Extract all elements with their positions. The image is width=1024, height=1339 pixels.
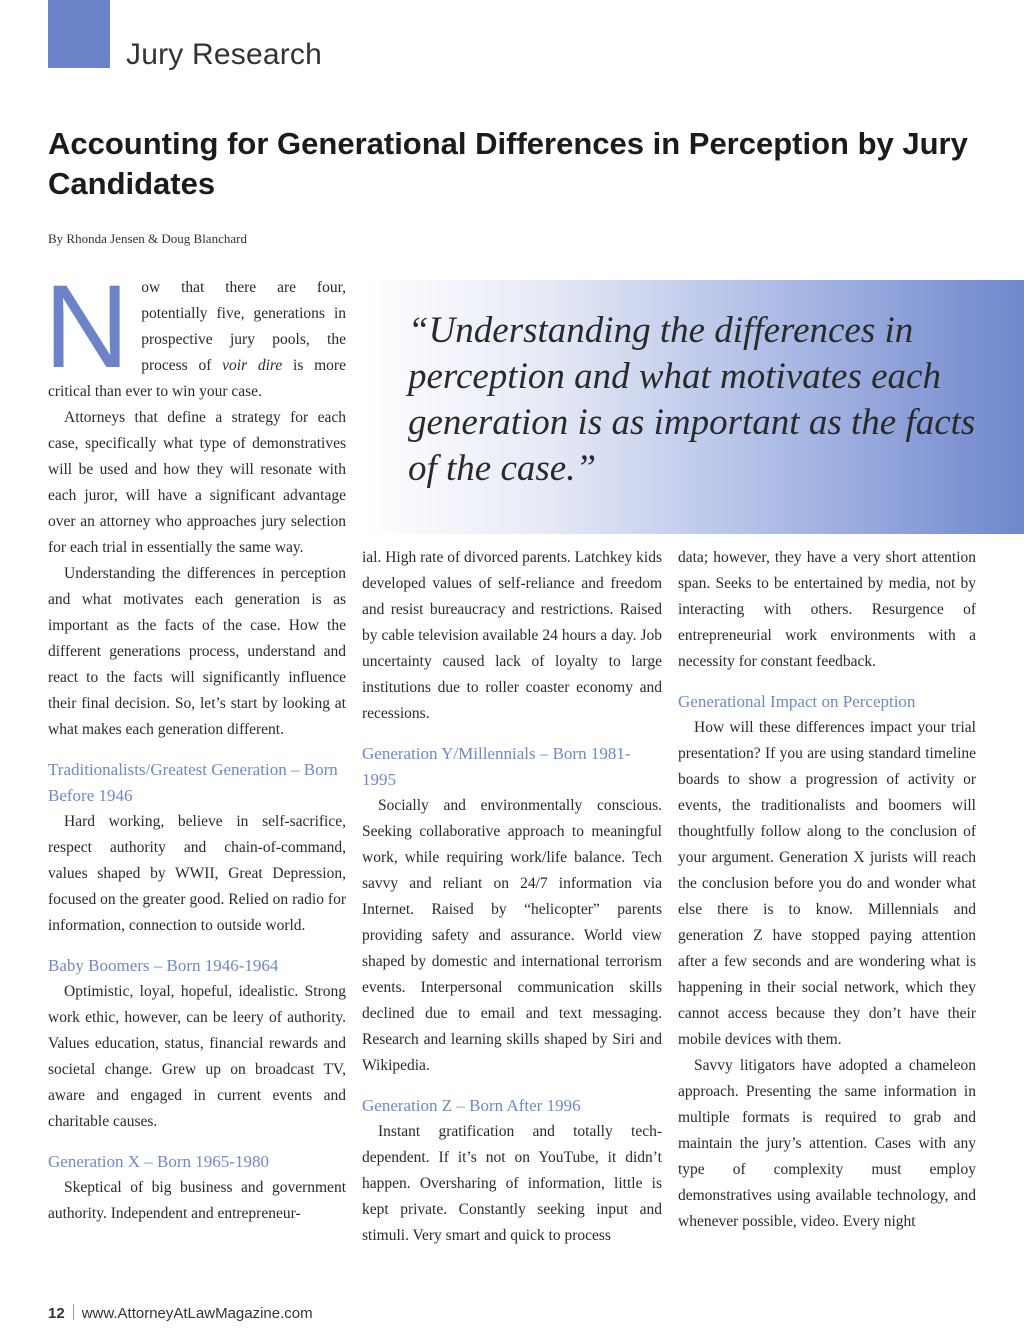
byline: By Rhonda Jensen & Doug Blanchard — [48, 231, 247, 246]
paragraph-understanding: Understanding the differences in perception and what motivates each generation is as important as the facts of the case. How the different generations process, understand and react to the facts will significantly influence their final decision. So, let’s start by looking at what makes each generation different. — [48, 565, 346, 738]
intro-paragraph: Now that there are four, potentially five, generations in prospective jury pools, the process of voir dire is more critical than ever to win your case. — [44, 261, 346, 400]
column-2 — [362, 545, 662, 1249]
column-3 — [678, 545, 976, 1235]
pull-quote: “Understanding the differences in perception and what motivates each generation is as important as the facts of the case.” — [408, 310, 976, 489]
heading-impact: Generational Impact on Perception — [678, 692, 916, 711]
page-number: 12 — [48, 1305, 65, 1322]
paragraph-genx-start: Skeptical of big business and government authority. Independent and entrepreneur- — [48, 1179, 346, 1222]
heading-genz: Generation Z – Born After 1996 — [362, 1096, 581, 1115]
article-title: Accounting for Generational Differences in Perception by Jury Candidates — [48, 126, 968, 201]
paragraph-genx-cont: ial. High rate of divorced parents. Latchkey kids developed values of self-reliance and freedom and resist bureaucracy and restrictions. Raised by cable television available 24 hours a day. Job uncertainty caused lack of loyalty to large institutions due to roller coaster economy and recessions. — [362, 549, 662, 722]
column-1 — [44, 261, 346, 1227]
drop-cap: N — [44, 261, 130, 393]
footer-website: www.AttorneyAtLawMagazine.com — [81, 1305, 313, 1322]
heading-traditionalists: Traditionalists/Greatest Generation – Born Before 1946 — [48, 760, 338, 805]
heading-genx: Generation X – Born 1965-1980 — [48, 1152, 269, 1171]
footer-divider — [73, 1304, 74, 1320]
paragraph-genz-cont: data; however, they have a very short attention span. Seeks to be entertained by media, not by interacting with others. Resurgence of entrepreneurial work environments with a necessity for constant feedback. — [678, 549, 976, 670]
section-tab-block — [48, 0, 110, 68]
paragraph-strategy: Attorneys that define a strategy for each case, specifically what type of demonstratives will be used and how they will resonate with each juror, will have a significant advantage over an attorney who approaches jury selection for each trial in essentially the same way. — [48, 409, 346, 556]
paragraph-boomers: Optimistic, loyal, hopeful, idealistic. Strong work ethic, however, can be leery of authority. Values education, status, financial rewards and societal change. Grew up on broadcast TV, aware and engaged in current events and charitable causes. — [48, 983, 346, 1130]
section-label: Jury Research — [126, 38, 323, 71]
paragraph-genz-start: Instant gratification and totally tech-dependent. If it’s not on YouTube, it didn’t happen. Oversharing of information, little is kept private. Constantly seeking input and stimuli. Very smart and quick to process — [362, 1123, 662, 1244]
paragraph-impact-1: How will these differences impact your trial presentation? If you are using standard timeline boards to show a progression of activity or events, the traditionalists and boomers will thoughtfully follow along to the conclusion of your argument. Generation X jurists will reach the conclusion before you do and wonder what else there is to know. Millennials and generation Z have stopped paying attention after a few seconds and are wondering what is happening in their social network, which they cannot access because they don’t have their mobile devices with them. — [678, 719, 976, 1048]
paragraph-geny: Socially and environmentally conscious. Seeking collaborative approach to meaningful work, while requiring work/life balance. Tech savvy and reliant on 24/7 information via Internet. Raised by “helicopter” parents providing safety and assurance. World view shaped by domestic and international terrorism events. Interpersonal communication skills declined due to email and text messaging. Research and learning skills shaped by Siri and Wikipedia. — [362, 797, 662, 1074]
pull-quote-box — [362, 280, 1024, 534]
heading-geny: Generation Y/Millennials – Born 1981-1995 — [362, 744, 631, 789]
paragraph-impact-2: Savvy litigators have adopted a chameleon approach. Presenting the same information in multiple formats is required to grab and maintain the jury’s attention. Cases with any type of complexity must employ demonstratives using available technology, and whenever possible, video. Every night — [678, 1057, 976, 1230]
heading-boomers: Baby Boomers – Born 1946-1964 — [48, 956, 279, 975]
page-footer — [48, 1304, 313, 1322]
paragraph-traditionalists: Hard working, believe in self-sacrifice, respect authority and chain-of-command, values shaped by WWII, Great Depression, focused on the greater good. Relied on radio for information, connection to outside world. — [48, 813, 346, 934]
